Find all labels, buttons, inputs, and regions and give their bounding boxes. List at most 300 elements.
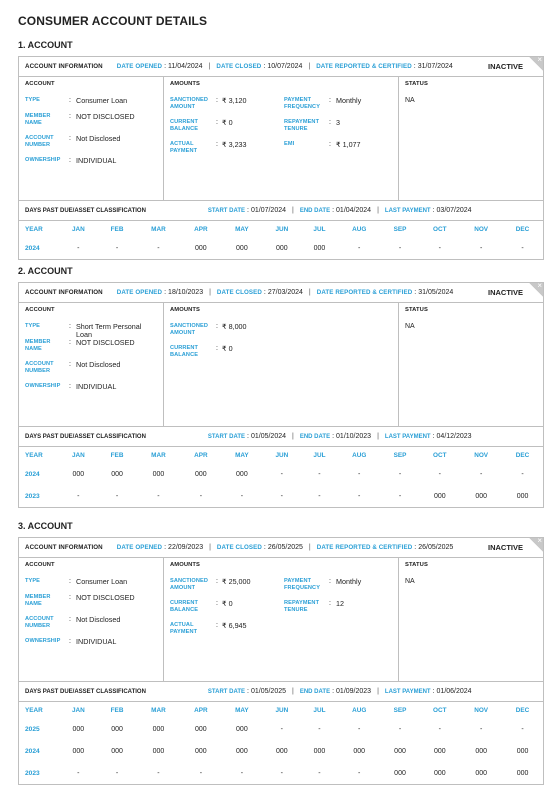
month-header: APR xyxy=(194,451,208,459)
date-closed-label: DATE CLOSED xyxy=(216,544,262,551)
month-status-cell: - xyxy=(479,725,483,733)
payment-history-header-row xyxy=(19,447,543,463)
month-header: DEC xyxy=(515,451,530,459)
month-status-cell: 000 xyxy=(433,747,446,755)
colon: : xyxy=(329,97,331,104)
month-status-cell: - xyxy=(521,725,524,733)
year-cell: 2023 xyxy=(25,769,40,777)
month-status-cell: 000 xyxy=(195,470,207,478)
account-section-title: 3. ACCOUNT xyxy=(18,521,73,531)
month-header: MAY xyxy=(235,451,249,459)
separator: | xyxy=(292,207,294,214)
month-header: OCT xyxy=(433,451,447,459)
payment-history-header-row xyxy=(19,221,543,237)
account-information-header xyxy=(19,57,543,77)
month-status-cell: 000 xyxy=(516,492,529,500)
sanctioned-amount-value: ₹ 8,000 xyxy=(222,322,247,331)
colon: : xyxy=(69,578,71,585)
month-status-cell: 000 xyxy=(516,769,529,777)
month-status-cell: 000 xyxy=(394,747,406,755)
current-balance-value: ₹ 0 xyxy=(222,599,233,608)
colon: : xyxy=(247,207,249,214)
colon: : xyxy=(432,688,435,695)
colon: : xyxy=(329,600,331,607)
month-status-cell: - xyxy=(157,244,160,252)
current-balance-label: CURRENT BALANCE xyxy=(170,600,199,613)
colon: : xyxy=(263,289,266,296)
month-status-cell: - xyxy=(438,244,441,252)
close-corner-button[interactable] xyxy=(529,57,543,71)
month-header: AUG xyxy=(352,451,367,459)
month-status-cell: - xyxy=(77,244,80,252)
page-title: CONSUMER ACCOUNT DETAILS xyxy=(18,14,208,28)
payment-history-row xyxy=(19,718,543,740)
separator: | xyxy=(308,63,311,70)
separator: | xyxy=(292,688,294,695)
account-column xyxy=(19,303,164,426)
month-status-cell: - xyxy=(358,470,361,478)
year-cell: 2024 xyxy=(25,470,40,478)
colon: : xyxy=(329,141,331,148)
colon: : xyxy=(69,383,71,390)
payment-history-header-row xyxy=(19,702,543,718)
month-status-cell: - xyxy=(398,725,402,733)
account-information-title: ACCOUNT INFORMATION xyxy=(25,289,103,296)
ownership-value: INDIVIDUAL xyxy=(76,382,117,391)
last-payment-label: LAST PAYMENT xyxy=(384,207,431,214)
account-section-title: 2. ACCOUNT xyxy=(18,266,73,276)
colon: : xyxy=(432,207,435,214)
account-number-label: ACCOUNT NUMBER xyxy=(25,135,54,148)
start-date-value: 01/05/2025 xyxy=(250,688,287,695)
date-closed-value: 26/05/2025 xyxy=(267,544,303,551)
repayment-tenure-label: REPAYMENT TENURE xyxy=(284,600,320,613)
date-reported-label: DATE REPORTED & CERTIFIED xyxy=(316,63,412,70)
account-card xyxy=(18,282,544,508)
last-payment-value: 01/06/2024 xyxy=(436,688,472,695)
status-value: NA xyxy=(405,97,415,104)
type-label: TYPE xyxy=(25,578,41,584)
month-header: MAY xyxy=(235,706,249,714)
end-date-value: 01/04/2024 xyxy=(336,207,372,214)
month-status-cell: - xyxy=(115,244,119,252)
last-payment-label: LAST PAYMENT xyxy=(384,433,431,440)
year-cell: 2024 xyxy=(25,244,40,252)
account-section-title: 1. ACCOUNT xyxy=(18,40,73,50)
colon: : xyxy=(332,688,335,695)
month-status-cell: - xyxy=(438,725,441,733)
account-column-heading: ACCOUNT xyxy=(25,81,55,87)
date-closed-label: DATE CLOSED xyxy=(216,63,262,70)
payment-history-row xyxy=(19,463,543,485)
month-status-cell: 000 xyxy=(72,470,85,478)
date-reported-value: 31/05/2024 xyxy=(418,289,454,296)
end-date-label: END DATE xyxy=(299,433,331,440)
amounts-column xyxy=(164,303,399,426)
colon: : xyxy=(69,638,71,645)
month-status-cell: - xyxy=(115,769,119,777)
colon: : xyxy=(69,113,71,120)
status-badge: INACTIVE xyxy=(487,288,523,297)
month-status-cell: - xyxy=(318,725,321,733)
status-value: NA xyxy=(405,323,415,330)
month-status-cell: 000 xyxy=(152,747,165,755)
account-number-value: Not Disclosed xyxy=(76,360,121,369)
payment-frequency-label: PAYMENT FREQUENCY xyxy=(284,97,321,110)
current-balance-label: CURRENT BALANCE xyxy=(170,345,199,358)
month-header: JUL xyxy=(313,706,326,714)
account-information-header xyxy=(19,538,543,558)
account-number-value: Not Disclosed xyxy=(76,615,121,624)
account-details-grid xyxy=(19,77,543,201)
month-header: AUG xyxy=(352,225,367,233)
month-header: FEB xyxy=(110,451,124,459)
status-badge: INACTIVE xyxy=(487,62,523,71)
month-status-cell: - xyxy=(358,725,361,733)
payment-history-row xyxy=(19,762,543,784)
colon: : xyxy=(329,119,331,126)
colon: : xyxy=(432,433,435,440)
separator: | xyxy=(377,207,379,214)
colon: : xyxy=(216,600,218,607)
month-header: SEP xyxy=(393,706,407,714)
colon: : xyxy=(69,135,71,142)
colon: : xyxy=(414,289,417,296)
payment-frequency-value: Monthly xyxy=(336,96,362,105)
colon: : xyxy=(216,97,218,104)
date-opened-label: DATE OPENED xyxy=(116,63,163,70)
separator: | xyxy=(377,433,379,440)
payment-history-row xyxy=(19,740,543,762)
start-date-label: START DATE xyxy=(207,207,246,214)
member-name-value: NOT DISCLOSED xyxy=(76,593,135,602)
date-closed-value: 10/07/2024 xyxy=(267,63,303,70)
month-header: APR xyxy=(194,225,208,233)
start-date-label: START DATE xyxy=(207,433,246,440)
month-header: NOV xyxy=(474,225,489,233)
start-date-label: START DATE xyxy=(207,688,246,695)
separator: | xyxy=(209,544,211,551)
sanctioned-amount-value: ₹ 3,120 xyxy=(222,96,247,105)
payment-history-table xyxy=(19,702,543,784)
account-details-grid xyxy=(19,558,543,682)
month-header: APR xyxy=(194,706,208,714)
close-corner-button[interactable] xyxy=(529,283,543,297)
colon: : xyxy=(69,616,71,623)
colon: : xyxy=(69,157,71,164)
account-number-label: ACCOUNT NUMBER xyxy=(25,616,54,629)
ownership-label: OWNERSHIP xyxy=(25,383,61,389)
status-column-heading: STATUS xyxy=(405,562,428,568)
days-past-due-title: DAYS PAST DUE/ASSET CLASSIFICATION xyxy=(25,433,146,440)
end-date-value: 01/10/2023 xyxy=(336,433,372,440)
status-column xyxy=(399,558,543,681)
colon: : xyxy=(164,544,167,551)
account-details-grid xyxy=(19,303,543,427)
days-past-due-header xyxy=(19,201,543,221)
date-opened-value: 11/04/2024 xyxy=(168,63,203,70)
month-header: JUN xyxy=(275,451,289,459)
current-balance-value: ₹ 0 xyxy=(222,344,233,353)
month-header: MAR xyxy=(151,225,166,233)
separator: | xyxy=(308,289,311,296)
month-status-cell: - xyxy=(199,769,203,777)
payment-frequency-label: PAYMENT FREQUENCY xyxy=(284,578,321,591)
month-header: AUG xyxy=(352,706,367,714)
account-number-label: ACCOUNT NUMBER xyxy=(25,361,54,374)
member-name-value: NOT DISCLOSED xyxy=(76,112,135,121)
month-status-cell: - xyxy=(521,470,524,478)
month-header: MAR xyxy=(151,451,166,459)
month-status-cell: 000 xyxy=(111,747,123,755)
actual-payment-value: ₹ 3,233 xyxy=(222,140,247,149)
actual-payment-label: ACTUAL PAYMENT xyxy=(170,622,198,635)
status-column xyxy=(399,303,543,426)
last-payment-label: LAST PAYMENT xyxy=(384,688,431,695)
month-header: NOV xyxy=(474,451,489,459)
month-header: NOV xyxy=(474,706,489,714)
last-payment-value: 04/12/2023 xyxy=(436,433,472,440)
month-status-cell: 000 xyxy=(275,747,288,755)
separator: | xyxy=(308,544,311,551)
date-closed-label: DATE CLOSED xyxy=(216,289,262,296)
date-opened-value: 18/10/2023 xyxy=(168,289,204,296)
account-information-title: ACCOUNT INFORMATION xyxy=(25,63,103,70)
month-status-cell: 000 xyxy=(236,470,248,478)
close-icon: × xyxy=(537,536,542,545)
ownership-label: OWNERSHIP xyxy=(25,638,61,644)
status-column xyxy=(399,77,543,200)
colon: : xyxy=(216,345,218,352)
date-closed-value: 27/03/2024 xyxy=(267,289,303,296)
sanctioned-amount-label: SANCTIONED AMOUNT xyxy=(170,578,208,591)
month-header: OCT xyxy=(433,225,447,233)
separator: | xyxy=(208,63,211,70)
payment-history-table xyxy=(19,447,543,507)
year-cell: 2025 xyxy=(25,725,40,733)
date-reported-label: DATE REPORTED & CERTIFIED xyxy=(316,289,413,296)
month-header: JUN xyxy=(275,706,289,714)
days-past-due-title: DAYS PAST DUE/ASSET CLASSIFICATION xyxy=(25,688,146,695)
month-status-cell: 000 xyxy=(72,747,85,755)
month-header: YEAR xyxy=(25,225,43,233)
colon: : xyxy=(216,578,218,585)
month-status-cell: 000 xyxy=(275,244,288,252)
month-status-cell: - xyxy=(318,492,321,500)
account-card xyxy=(18,537,544,785)
month-header: FEB xyxy=(110,225,124,233)
month-header: SEP xyxy=(393,225,407,233)
month-status-cell: - xyxy=(398,244,402,252)
month-status-cell: - xyxy=(280,492,283,500)
repayment-tenure-label: REPAYMENT TENURE xyxy=(284,119,320,132)
month-status-cell: 000 xyxy=(111,470,123,478)
account-column xyxy=(19,558,164,681)
type-value: Short Term Personal Loan xyxy=(76,322,142,339)
month-status-cell: 000 xyxy=(475,747,487,755)
days-past-due-header xyxy=(19,682,543,702)
account-card xyxy=(18,56,544,260)
month-status-cell: - xyxy=(157,492,160,500)
month-status-cell: 000 xyxy=(313,244,326,252)
end-date-label: END DATE xyxy=(299,207,331,214)
colon: : xyxy=(414,544,417,551)
month-status-cell: 000 xyxy=(195,244,207,252)
date-opened-label: DATE OPENED xyxy=(116,544,163,551)
member-name-label: MEMBER NAME xyxy=(25,339,51,352)
type-value: Consumer Loan xyxy=(76,96,128,105)
account-column-heading: ACCOUNT xyxy=(25,562,55,568)
month-header: YEAR xyxy=(25,706,43,714)
date-reported-label: DATE REPORTED & CERTIFIED xyxy=(316,544,413,551)
colon: : xyxy=(332,433,335,440)
close-corner-button[interactable] xyxy=(529,538,543,552)
colon: : xyxy=(329,578,331,585)
sanctioned-amount-label: SANCTIONED AMOUNT xyxy=(170,323,208,336)
colon: : xyxy=(69,323,71,330)
month-header: DEC xyxy=(515,225,530,233)
end-date-label: END DATE xyxy=(299,688,331,695)
status-badge: INACTIVE xyxy=(487,543,523,552)
month-status-cell: 000 xyxy=(353,747,366,755)
year-cell: 2024 xyxy=(25,747,40,755)
month-status-cell: - xyxy=(199,492,203,500)
month-status-cell: - xyxy=(479,244,483,252)
month-status-cell: - xyxy=(318,769,321,777)
month-status-cell: 000 xyxy=(152,725,165,733)
account-information-title: ACCOUNT INFORMATION xyxy=(25,544,103,551)
actual-payment-label: ACTUAL PAYMENT xyxy=(170,141,198,154)
status-column-heading: STATUS xyxy=(405,81,428,87)
month-status-cell: - xyxy=(398,492,402,500)
days-past-due-title: DAYS PAST DUE/ASSET CLASSIFICATION xyxy=(25,207,146,214)
colon: : xyxy=(247,688,249,695)
month-status-cell: 000 xyxy=(433,769,446,777)
date-opened-label: DATE OPENED xyxy=(116,289,163,296)
days-past-due-header xyxy=(19,427,543,447)
close-icon: × xyxy=(537,281,542,290)
month-status-cell: 000 xyxy=(111,725,123,733)
amounts-column-heading: AMOUNTS xyxy=(170,81,201,87)
month-status-cell: - xyxy=(157,769,160,777)
current-balance-value: ₹ 0 xyxy=(222,118,233,127)
sanctioned-amount-value: ₹ 25,000 xyxy=(222,577,251,586)
colon: : xyxy=(216,141,218,148)
colon: : xyxy=(69,97,71,104)
month-header: JAN xyxy=(71,706,85,714)
end-date-value: 01/09/2023 xyxy=(336,688,372,695)
payment-history-row xyxy=(19,237,543,259)
colon: : xyxy=(216,622,218,629)
month-status-cell: - xyxy=(280,725,283,733)
month-status-cell: - xyxy=(358,492,361,500)
sanctioned-amount-label: SANCTIONED AMOUNT xyxy=(170,97,208,110)
member-name-label: MEMBER NAME xyxy=(25,113,51,126)
month-status-cell: 000 xyxy=(433,492,446,500)
date-reported-value: 31/07/2024 xyxy=(417,63,453,70)
month-header: JUN xyxy=(275,225,289,233)
amounts-column xyxy=(164,77,399,200)
payment-history-row xyxy=(19,485,543,507)
month-header: MAR xyxy=(151,706,166,714)
month-status-cell: 000 xyxy=(236,747,248,755)
month-status-cell: 000 xyxy=(195,747,207,755)
type-value: Consumer Loan xyxy=(76,577,128,586)
month-status-cell: - xyxy=(438,470,441,478)
start-date-value: 01/07/2024 xyxy=(250,207,287,214)
month-status-cell: - xyxy=(77,492,80,500)
month-status-cell: 000 xyxy=(475,769,487,777)
actual-payment-value: ₹ 6,945 xyxy=(222,621,247,630)
colon: : xyxy=(413,63,416,70)
last-payment-value: 03/07/2024 xyxy=(436,207,472,214)
month-status-cell: 000 xyxy=(313,747,326,755)
month-header: JUL xyxy=(313,225,326,233)
month-header: SEP xyxy=(393,451,407,459)
colon: : xyxy=(164,289,167,296)
month-status-cell: - xyxy=(240,492,244,500)
month-status-cell: 000 xyxy=(236,725,248,733)
close-icon: × xyxy=(537,55,542,64)
month-status-cell: 000 xyxy=(195,725,207,733)
month-status-cell: 000 xyxy=(516,747,529,755)
month-status-cell: 000 xyxy=(72,725,85,733)
date-opened-value: 22/09/2023 xyxy=(168,544,204,551)
month-status-cell: - xyxy=(115,492,119,500)
colon: : xyxy=(247,433,249,440)
account-information-header xyxy=(19,283,543,303)
status-column-heading: STATUS xyxy=(405,307,428,313)
account-column-heading: ACCOUNT xyxy=(25,307,55,313)
colon: : xyxy=(263,544,266,551)
colon: : xyxy=(69,361,71,368)
colon: : xyxy=(69,339,71,346)
payment-history-table xyxy=(19,221,543,259)
month-status-cell: - xyxy=(318,470,321,478)
payment-frequency-value: Monthly xyxy=(336,577,362,586)
colon: : xyxy=(164,63,167,70)
colon: : xyxy=(332,207,335,214)
colon: : xyxy=(216,323,218,330)
repayment-tenure-value: 12 xyxy=(336,599,344,608)
month-status-cell: - xyxy=(280,769,283,777)
month-status-cell: - xyxy=(479,470,483,478)
month-status-cell: - xyxy=(358,769,361,777)
start-date-value: 01/05/2024 xyxy=(250,433,287,440)
month-header: DEC xyxy=(515,706,530,714)
repayment-tenure-value: 3 xyxy=(336,118,340,127)
status-value: NA xyxy=(405,578,415,585)
year-cell: 2023 xyxy=(25,492,40,500)
emi-value: ₹ 1,077 xyxy=(336,140,361,149)
type-label: TYPE xyxy=(25,97,41,103)
colon: : xyxy=(263,63,266,70)
month-status-cell: 000 xyxy=(152,470,165,478)
month-header: FEB xyxy=(110,706,124,714)
amounts-column-heading: AMOUNTS xyxy=(170,562,201,568)
type-label: TYPE xyxy=(25,323,41,329)
month-status-cell: 000 xyxy=(236,244,248,252)
month-header: OCT xyxy=(433,706,447,714)
month-status-cell: 000 xyxy=(394,769,406,777)
colon: : xyxy=(216,119,218,126)
month-header: MAY xyxy=(235,225,249,233)
month-status-cell: - xyxy=(77,769,80,777)
month-status-cell: - xyxy=(280,470,283,478)
ownership-value: INDIVIDUAL xyxy=(76,156,117,165)
amounts-column xyxy=(164,558,399,681)
month-header: JAN xyxy=(71,451,85,459)
